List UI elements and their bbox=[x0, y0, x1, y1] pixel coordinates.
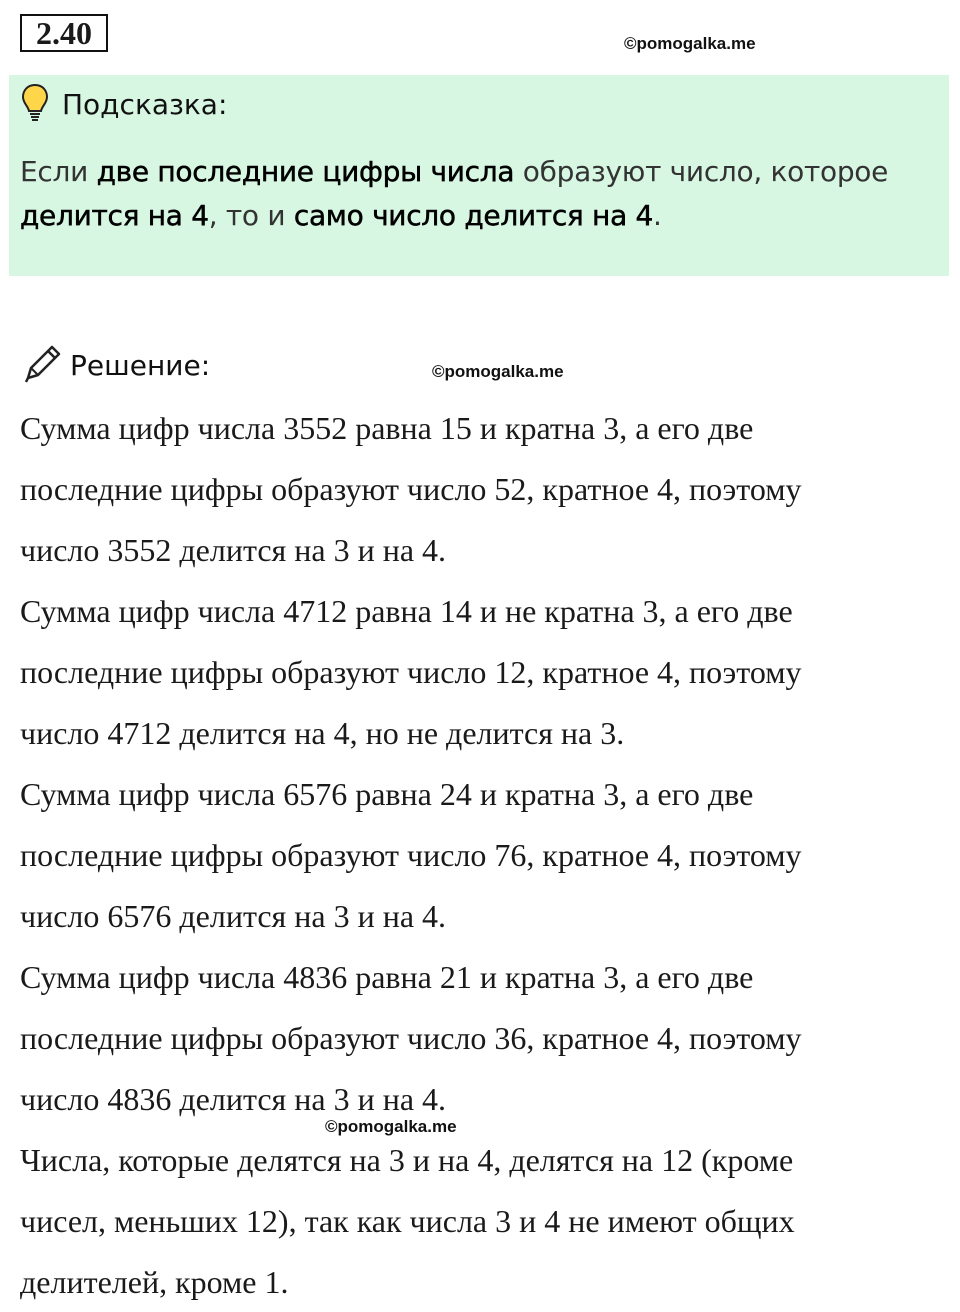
solution-line: число 6576 делится на 3 и на 4. bbox=[20, 898, 447, 934]
solution-line: число 4836 делится на 3 и на 4. bbox=[20, 1081, 447, 1117]
hint-part-bold: само число делится на 4 bbox=[293, 199, 654, 232]
hint-header bbox=[20, 84, 227, 124]
task-number: 2.40 bbox=[20, 14, 108, 52]
solution-line: Сумма цифр числа 6576 равна 24 и кратна 3, а его две bbox=[20, 776, 754, 812]
watermark: ©pomogalka.me bbox=[624, 34, 756, 53]
hint-text bbox=[20, 150, 940, 238]
hint-title: Подсказка: bbox=[62, 87, 228, 121]
solution-line: чисел, меньших 12), так как числа 3 и 4 не имеют общих bbox=[20, 1203, 795, 1239]
solution-title: Решение: bbox=[70, 348, 211, 382]
hint-part-bold: делится на 4 bbox=[20, 199, 209, 232]
hint-part: образуют число, которое bbox=[514, 155, 889, 188]
solution-line: Числа, которые делятся на 3 и на 4, делятся на 12 (кроме bbox=[20, 1142, 794, 1178]
solution-line: последние цифры образуют число 12, кратное 4, поэтому bbox=[20, 654, 802, 690]
hint-part: Если bbox=[20, 155, 97, 188]
solution-line: Сумма цифр числа 4712 равна 14 и не кратна 3, а его две bbox=[20, 593, 793, 629]
solution-line: делителей, кроме 1. bbox=[20, 1264, 289, 1300]
hint-part: . bbox=[653, 199, 662, 232]
solution-line: последние цифры образуют число 76, кратное 4, поэтому bbox=[20, 837, 802, 873]
pencil-icon bbox=[22, 342, 62, 389]
solution-header bbox=[22, 342, 210, 388]
solution-line: последние цифры образуют число 52, кратное 4, поэтому bbox=[20, 471, 802, 507]
watermark: ©pomogalka.me bbox=[325, 1117, 457, 1136]
solution-line: Сумма цифр числа 3552 равна 15 и кратна 3, а его две bbox=[20, 410, 754, 446]
hint-part-bold: две последние цифры числа bbox=[96, 155, 515, 188]
solution-line: Сумма цифр числа 4836 равна 21 и кратна 3, а его две bbox=[20, 959, 754, 995]
watermark: ©pomogalka.me bbox=[432, 362, 564, 381]
solution-line: последние цифры образуют число 36, кратное 4, поэтому bbox=[20, 1020, 802, 1056]
lightbulb-icon bbox=[20, 82, 50, 127]
solution-line: число 3552 делится на 3 и на 4. bbox=[20, 532, 447, 568]
solution-line: число 4712 делится на 4, но не делится на 3. bbox=[20, 715, 625, 751]
hint-part: , то и bbox=[208, 199, 294, 232]
